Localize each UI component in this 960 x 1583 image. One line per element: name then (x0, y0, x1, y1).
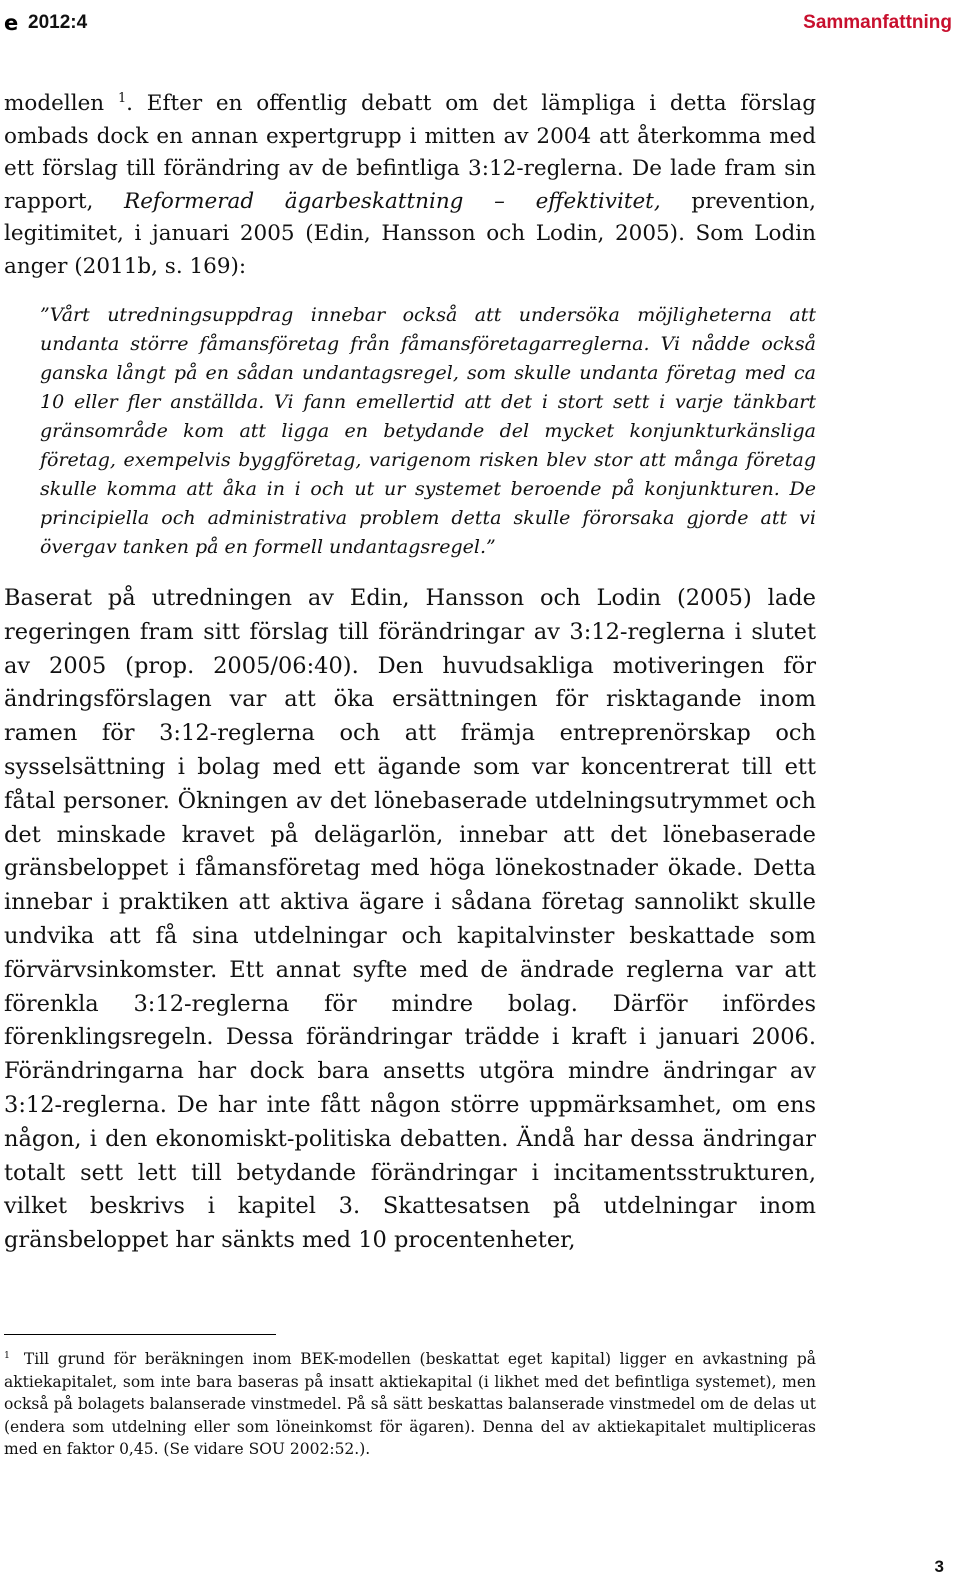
header-left (4, 12, 87, 34)
page-header (4, 8, 952, 38)
main-content (4, 88, 816, 1258)
issue-number: 2012:4 (28, 12, 88, 33)
section-title: Sammanfattning (803, 12, 952, 33)
block-quote: ”Vårt utredningsuppdrag innebar också att undersöka möjligheterna att undanta större fåmansföretag från fåmansföretagarreglerna. Vi nådde också ganska långt på en sådan undantagsregel, som skulle undanta företag med ca 10 eller fler anställda. Vi fann emellertid att det i stort sett i varje tänkbart gränsområde kom att ligga en betydande del mycket konjunkturkänsliga företag, exempelvis byggföretag, varigenom risken blev stor att många företag skulle komma att åka in i och ut ur systemet beroende på konjunkturen. De principiella och administrativa problem detta skulle förorsaka gjorde att vi övergav tanken på en formell undantagsregel.” (40, 304, 816, 558)
publisher-logo-icon: e (4, 11, 19, 35)
p1-text-end: prevention, legitimitet, i januari 2005 (Edin, Hansson och Lodin, 2005). Som Lodin anger (2011b, s. 169): (4, 188, 816, 279)
paragraph-intro (4, 88, 816, 283)
footnote-reference[interactable]: 1 (117, 90, 127, 106)
paragraph-main: Baserat på utredningen av Edin, Hansson och Lodin (2005) lade regeringen fram sitt förslag till förändringar av 3:12-reglerna i slutet av 2005 (prop. 2005/06:40). Den huvudsakliga motiveringen för ändringsförslagen var att öka ersättningen för risktagande inom ramen för 3:12-reglerna och att främja entreprenörskap och sysselsättning i bolag med ett ägande som var koncentrerat till ett fåtal personer. Ökningen av det lönebaserade utdelningsutrymmet och det minskade kravet på delägarlön, innebar att det lönebaserade gränsbeloppet i fåmansföretag med höga lönekostnader ökade. Detta innebar i praktiken att aktiva ägare i sådana företag sannolikt skulle undvika att få sina utdelningar och kapitalvinster beskattade som förvärvsinkomster. Ett annat syfte med de ändrade reglerna var att förenkla 3:12-reglerna för mindre bolag. Därför infördes förenklingsregeln. Dessa förändringar trädde i kraft i januari 2006. Förändringarna har dock bara ansetts utgöra mindre ändringar av 3:12-reglerna. De har inte fått någon större uppmärksamhet, om ens någon, i den ekonomiskt-politiska debatten. Ändå har dessa ändringar totalt sett lett till betydande förändringar i incitamentsstrukturen, vilket beskrivs i kapitel 3. Skattesatsen på utdelningar inom gränsbeloppet har sänkts med 10 procentenheter, (4, 585, 816, 1254)
footnote (4, 1348, 816, 1461)
p1-text-middle: . Efter en offentlig debatt om det lämpliga i detta förslag ombads dock en annan expertgrupp i mitten av 2004 att återkomma med ett förslag till förändring av de befintliga 3:12-reglerna. De lade fram sin rapport, (4, 91, 816, 214)
page-number: 3 (934, 1557, 944, 1576)
footnote-mark: 1 (4, 1349, 10, 1361)
footnote-text: Till grund för beräkningen inom BEK-modellen (beskattat eget kapital) ligger en avkastning på aktiekapitalet, som inte bara baseras på insatt aktiekapital (i likhet med det befintliga systemet), men också på bolagets balanserade vinstmedel. På så sätt beskattas balanserade vinstmedel om de delas ut (endera som utdelning eller som löneinkomst för ägaren). Denna del av aktiekapitalet multipliceras med en faktor 0,45. (Se vidare SOU 2002:52.). (4, 1350, 816, 1459)
report-title: Reformerad ägarbeskattning – effektivitet, (124, 188, 661, 214)
p1-text-start: modellen (4, 91, 105, 116)
footnote-divider (4, 1334, 276, 1335)
